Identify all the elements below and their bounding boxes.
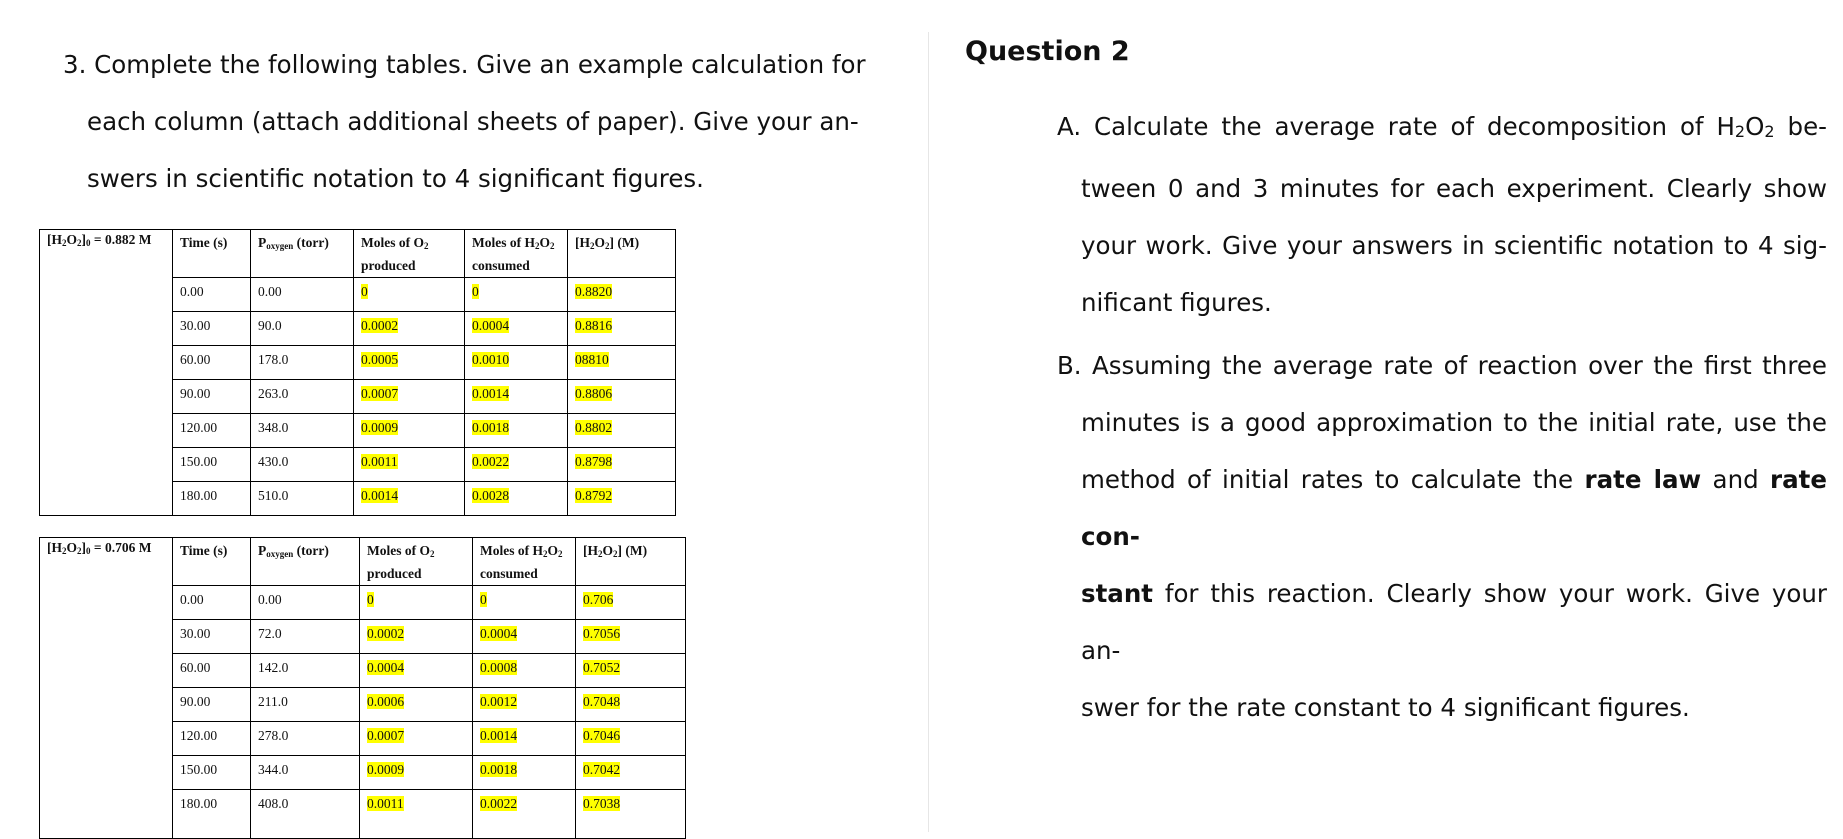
- time-cell: 120.00: [173, 722, 251, 756]
- h2o2-cell: 0.0010: [465, 346, 568, 380]
- o2-cell: 0.0009: [360, 756, 473, 790]
- h2o2-cell: 0.0022: [473, 790, 576, 839]
- part-b-line-3: method of initial rates to calculate the rate law and rate con-: [1081, 465, 1827, 551]
- h2o2-cell: 0.0018: [465, 414, 568, 448]
- conc-cell: 0.8798: [568, 448, 676, 482]
- data-table-1: [39, 229, 676, 516]
- question-3-line-2: each column (attach additional sheets of paper). Give your an-: [87, 107, 859, 136]
- header-pressure: Poxygen (torr): [251, 538, 360, 586]
- left-column: [0, 0, 925, 832]
- question-2-text: [1057, 98, 1827, 736]
- question-2-title: Question 2: [965, 36, 1130, 67]
- part-a-line-3: your work. Give your answers in scientific notation to 4 sig-: [1081, 231, 1827, 260]
- time-cell: 150.00: [173, 448, 251, 482]
- o2-cell: 0.0002: [360, 620, 473, 654]
- part-a-line-4: nificant figures.: [1081, 288, 1272, 317]
- header-concentration: $[H_2O_2]$ (M): [568, 230, 676, 278]
- pressure-cell: 0.00: [251, 586, 360, 620]
- o2-cell: 0.0006: [360, 688, 473, 722]
- pressure-cell: 430.0: [251, 448, 354, 482]
- o2-cell: 0.0011: [354, 448, 465, 482]
- part-b-line-4: stant for this reaction. Clearly show your work. Give your an-: [1081, 579, 1827, 665]
- o2-cell: 0: [354, 278, 465, 312]
- conc-cell: 0.8802: [568, 414, 676, 448]
- conc-cell: 0.7038: [576, 790, 686, 839]
- time-cell: 120.00: [173, 414, 251, 448]
- h2o2-cell: 0.0018: [473, 756, 576, 790]
- pressure-cell: 348.0: [251, 414, 354, 448]
- pressure-cell: 0.00: [251, 278, 354, 312]
- pressure-cell: 142.0: [251, 654, 360, 688]
- header-moles-o2: Moles of $O_2$ produced: [360, 538, 473, 586]
- pressure-cell: 90.0: [251, 312, 354, 346]
- header-concentration: $[H_2O_2]$ (M): [576, 538, 686, 586]
- conc-cell: 0.8792: [568, 482, 676, 516]
- initial-concentration-cell: $[H_2O_2]_0 = 0.882$ M: [40, 230, 173, 516]
- conc-cell: 0.706: [576, 586, 686, 620]
- o2-cell: 0.0007: [354, 380, 465, 414]
- pressure-cell: 178.0: [251, 346, 354, 380]
- table-header-row: [40, 230, 676, 278]
- pressure-cell: 263.0: [251, 380, 354, 414]
- time-cell: 0.00: [173, 278, 251, 312]
- question-3-line-3: swers in scientific notation to 4 significant figures.: [87, 164, 704, 193]
- conc-cell: 0.8820: [568, 278, 676, 312]
- pressure-cell: 72.0: [251, 620, 360, 654]
- page-divider: [928, 32, 929, 832]
- conc-cell: 0.7046: [576, 722, 686, 756]
- time-cell: 60.00: [173, 654, 251, 688]
- part-b-line-1: B. Assuming the average rate of reaction over the first three: [1057, 351, 1827, 380]
- conc-cell: 0.7042: [576, 756, 686, 790]
- conc-cell: 0.7056: [576, 620, 686, 654]
- o2-cell: 0: [360, 586, 473, 620]
- h2o2-cell: 0: [473, 586, 576, 620]
- conc-cell: 0.8806: [568, 380, 676, 414]
- h2o2-cell: 0: [465, 278, 568, 312]
- initial-concentration-cell: $[H_2O_2]_0 = 0.706$ M: [40, 538, 173, 839]
- header-pressure: Poxygen (torr): [251, 230, 354, 278]
- time-cell: 30.00: [173, 312, 251, 346]
- o2-cell: 0.0004: [360, 654, 473, 688]
- pressure-cell: 344.0: [251, 756, 360, 790]
- h2o2-cell: 0.0022: [465, 448, 568, 482]
- part-a-line-1: A. Calculate the average rate of decomposition of $H_2O_2$ be-: [1057, 112, 1827, 141]
- pressure-cell: 510.0: [251, 482, 354, 516]
- conc-cell: 0.7048: [576, 688, 686, 722]
- header-moles-h2o2: Moles of $H_2O_2$ consumed: [473, 538, 576, 586]
- h2o2-cell: 0.0008: [473, 654, 576, 688]
- time-cell: 0.00: [173, 586, 251, 620]
- header-moles-o2: Moles of $O_2$ produced: [354, 230, 465, 278]
- h2o2-cell: 0.0004: [473, 620, 576, 654]
- header-time: Time (s): [173, 538, 251, 586]
- h2o2-cell: 0.0014: [465, 380, 568, 414]
- o2-cell: 0.0009: [354, 414, 465, 448]
- o2-cell: 0.0007: [360, 722, 473, 756]
- time-cell: 180.00: [173, 482, 251, 516]
- conc-cell: 0.7052: [576, 654, 686, 688]
- question-3-text: [63, 36, 873, 207]
- part-b-line-5: swer for the rate constant to 4 significant figures.: [1081, 693, 1690, 722]
- conc-cell: 0.8816: [568, 312, 676, 346]
- time-cell: 180.00: [173, 790, 251, 839]
- conc-cell: 08810: [568, 346, 676, 380]
- time-cell: 60.00: [173, 346, 251, 380]
- table-header-row: [40, 538, 686, 586]
- h2o2-cell: 0.0014: [473, 722, 576, 756]
- h2o2-cell: 0.0028: [465, 482, 568, 516]
- data-table-2: [39, 537, 686, 839]
- o2-cell: 0.0014: [354, 482, 465, 516]
- time-cell: 30.00: [173, 620, 251, 654]
- part-b-line-2: minutes is a good approximation to the initial rate, use the: [1081, 408, 1827, 437]
- question-3-line-1: 3. Complete the following tables. Give an example calculation for: [63, 50, 866, 79]
- time-cell: 90.00: [173, 688, 251, 722]
- h2o2-cell: 0.0004: [465, 312, 568, 346]
- o2-cell: 0.0005: [354, 346, 465, 380]
- time-cell: 150.00: [173, 756, 251, 790]
- o2-cell: 0.0011: [360, 790, 473, 839]
- part-a-line-2: tween 0 and 3 minutes for each experiment. Clearly show: [1081, 174, 1827, 203]
- right-column: [930, 0, 1843, 832]
- o2-cell: 0.0002: [354, 312, 465, 346]
- pressure-cell: 211.0: [251, 688, 360, 722]
- pressure-cell: 278.0: [251, 722, 360, 756]
- header-moles-h2o2: Moles of $H_2O_2$ consumed: [465, 230, 568, 278]
- pressure-cell: 408.0: [251, 790, 360, 839]
- header-time: Time (s): [173, 230, 251, 278]
- h2o2-cell: 0.0012: [473, 688, 576, 722]
- time-cell: 90.00: [173, 380, 251, 414]
